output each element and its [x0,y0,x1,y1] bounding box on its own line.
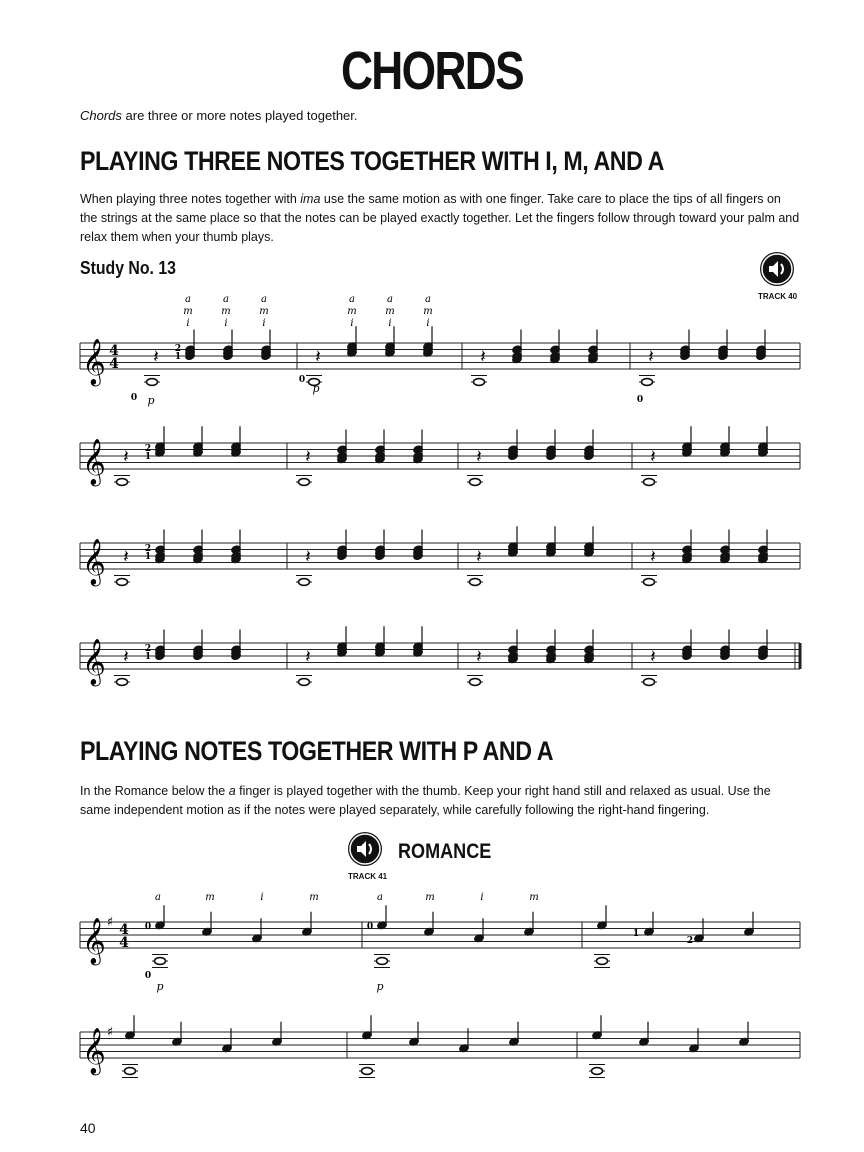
quarter-rest: 𝄽 [650,546,656,568]
study-title: Study No. 13 [80,258,176,278]
fingering-number: 1 [144,652,152,662]
thumb-label: p [147,394,155,407]
whole-note [642,379,653,386]
section1-paragraph-a: When playing three notes together with [80,192,301,206]
time-signature-top: 4 [119,922,129,938]
quarter-rest: 𝄽 [480,346,486,368]
romance-title: ROMANCE [398,840,492,863]
treble-clef-icon: 𝄞 [82,339,106,385]
finger-label-a: a [425,294,431,305]
whole-note [147,379,158,386]
key-signature-sharp: ♯ [106,1024,114,1040]
whole-note [474,379,485,386]
quarter-rest: 𝄽 [476,646,482,668]
quarter-rest: 𝄽 [650,646,656,668]
quarter-rest: 𝄽 [305,446,311,468]
romance-finger-label: m [309,892,319,903]
finger-label-a: a [387,294,393,305]
romance-finger-label: m [529,892,539,903]
study-track-label: TRACK 40 [758,292,798,301]
whole-note [117,479,128,486]
finger-label-i: i [426,318,430,329]
fingering-number: 0 [636,395,644,405]
whole-note [299,579,310,586]
treble-clef-icon: 𝄞 [82,539,106,585]
quarter-rest: 𝄽 [305,646,311,668]
finger-label-m: m [259,306,269,317]
fingering-number: 2 [174,344,182,354]
fingering-number: 2 [144,644,152,654]
quarter-rest: 𝄽 [476,446,482,468]
thumb-label: p [312,382,320,395]
quarter-rest: 𝄽 [123,546,129,568]
fingering-number: 2 [144,544,152,554]
finger-label-m: m [347,306,357,317]
quarter-rest: 𝄽 [123,646,129,668]
treble-clef-icon: 𝄞 [82,1028,106,1074]
whole-note [155,958,166,965]
finger-label-m: m [221,306,231,317]
whole-note [470,679,481,686]
time-signature-bottom: 4 [119,935,129,951]
time-signature-top: 4 [109,343,119,359]
whole-note [117,579,128,586]
section1-paragraph-b: use the same motion as with one finger. Take care to place the tips of all fingers on the strings at the same place so that the notes can be played exactly together. Let the fingers follow through toward your palm and relax them when your thumb plays. [80,192,800,244]
fingering-number: 1 [144,552,152,562]
finger-label-a: a [185,294,191,305]
whole-note [299,479,310,486]
page-title: CHORDS [340,41,524,101]
finger-label-i: i [224,318,228,329]
key-signature-sharp: ♯ [106,914,114,930]
section1-heading: PLAYING THREE NOTES TOGETHER WITH I, M, AND A [80,146,664,176]
fingering-number: 2 [686,936,694,946]
whole-note [597,958,608,965]
whole-note [644,679,655,686]
finger-label-m: m [385,306,395,317]
quarter-rest: 𝄽 [648,346,654,368]
whole-note [299,679,310,686]
romance-track-label: TRACK 41 [348,872,388,881]
time-signature-bottom: 4 [109,356,119,372]
fingering-number: 1 [174,352,182,362]
romance-finger-label: m [205,892,215,903]
whole-note [470,479,481,486]
section2-paragraph-a: In the Romance below the [80,784,229,798]
romance-finger-label: i [260,892,264,903]
whole-note [644,579,655,586]
finger-label-a: a [223,294,229,305]
romance-finger-label: a [377,892,383,903]
whole-note [644,479,655,486]
finger-label-i: i [388,318,392,329]
finger-label-m: m [183,306,193,317]
romance-finger-label: a [155,892,161,903]
section2-paragraph-em: a [228,784,236,798]
intro-rest: are three or more notes played together. [121,108,358,123]
finger-label-i: i [186,318,190,329]
quarter-rest: 𝄽 [650,446,656,468]
finger-label-m: m [423,306,433,317]
fingering-number: 0 [144,971,152,981]
whole-note [377,958,388,965]
treble-clef-icon: 𝄞 [82,439,106,485]
quarter-rest: 𝄽 [315,346,321,368]
intro-term: Chords [80,108,122,123]
fingering-number: 0 [366,922,374,932]
section2-paragraph-b: finger is played together with the thumb. Keep your right hand still and relaxed as usual. Use the same independent motion as if the notes were played separately, while carefully following the right-hand fingering. [80,784,771,817]
finger-label-a: a [349,294,355,305]
fingering-number: 2 [144,444,152,454]
finger-label-i: i [262,318,266,329]
whole-note [117,679,128,686]
whole-note [125,1068,136,1075]
whole-note [470,579,481,586]
fingering-number: 0 [298,375,306,385]
fingering-number: 1 [632,929,640,939]
quarter-rest: 𝄽 [476,546,482,568]
fingering-number: 0 [144,922,152,932]
section1-paragraph-em: ima [300,192,321,206]
quarter-rest: 𝄽 [305,546,311,568]
romance-finger-label: i [480,892,484,903]
whole-note [362,1068,373,1075]
finger-label-i: i [350,318,354,329]
treble-clef-icon: 𝄞 [82,918,106,964]
quarter-rest: 𝄽 [123,446,129,468]
fingering-number: 1 [144,452,152,462]
fingering-number: 0 [130,393,138,403]
treble-clef-icon: 𝄞 [82,639,106,685]
whole-note [592,1068,603,1075]
thumb-label: p [156,980,164,993]
page-number: 40 [80,1120,96,1136]
romance-finger-label: m [425,892,435,903]
section2-heading: PLAYING NOTES TOGETHER WITH P AND A [80,736,554,766]
thumb-label: p [376,980,384,993]
finger-label-a: a [261,294,267,305]
quarter-rest: 𝄽 [153,346,159,368]
